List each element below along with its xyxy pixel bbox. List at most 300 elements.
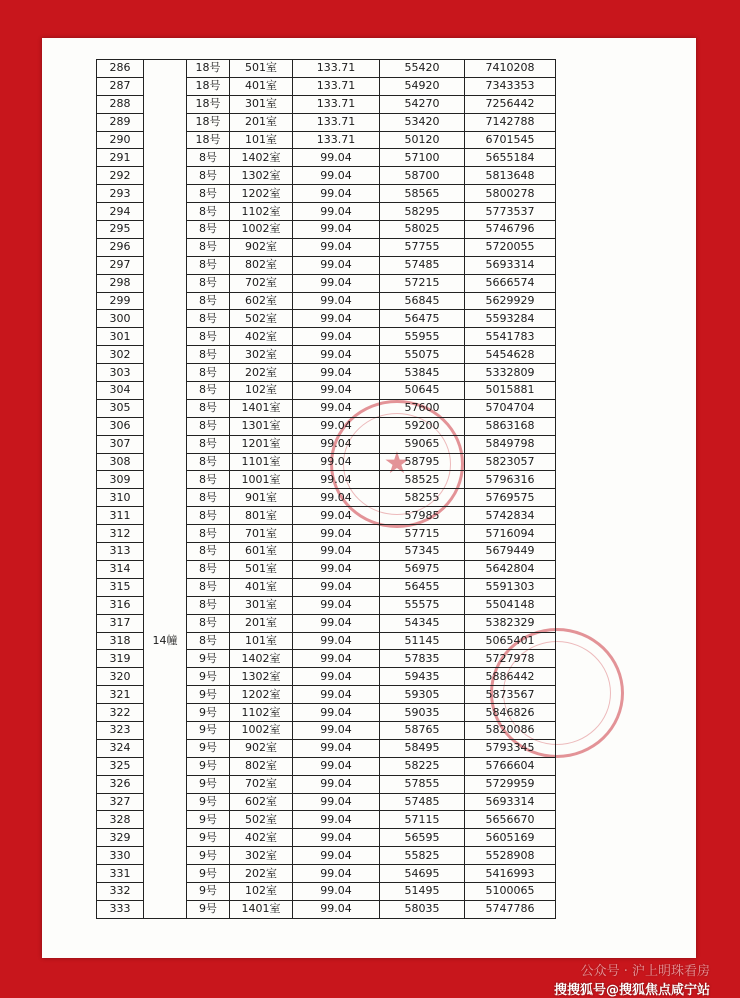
unit-cell: 8号	[187, 471, 230, 489]
room-cell: 402室	[230, 328, 293, 346]
total-price-cell: 5716094	[465, 525, 556, 543]
unit-price-cell: 55075	[380, 346, 465, 364]
row-index-cell: 287	[97, 77, 144, 95]
building-cell	[144, 900, 187, 918]
table-row	[97, 310, 556, 328]
unit-price-cell: 57600	[380, 399, 465, 417]
unit-price-cell: 59435	[380, 668, 465, 686]
building-cell	[144, 113, 187, 131]
area-cell: 99.04	[293, 596, 380, 614]
building-cell	[144, 292, 187, 310]
room-cell: 102室	[230, 882, 293, 900]
room-cell: 501室	[230, 560, 293, 578]
unit-price-cell: 55420	[380, 60, 465, 78]
building-cell	[144, 238, 187, 256]
table-row	[97, 221, 556, 239]
table-row	[97, 185, 556, 203]
area-cell: 99.04	[293, 507, 380, 525]
area-cell: 99.04	[293, 775, 380, 793]
row-index-cell: 286	[97, 60, 144, 78]
unit-cell: 9号	[187, 793, 230, 811]
table-row	[97, 578, 556, 596]
room-cell: 1202室	[230, 185, 293, 203]
total-price-cell: 5416993	[465, 865, 556, 883]
table-row	[97, 882, 556, 900]
room-cell: 802室	[230, 757, 293, 775]
building-cell	[144, 847, 187, 865]
room-cell: 1202室	[230, 686, 293, 704]
table-row	[97, 614, 556, 632]
row-index-cell: 291	[97, 149, 144, 167]
table-row	[97, 346, 556, 364]
unit-cell: 8号	[187, 364, 230, 382]
unit-cell: 8号	[187, 453, 230, 471]
room-cell: 102室	[230, 382, 293, 400]
total-price-cell: 7343353	[465, 77, 556, 95]
total-price-cell: 5693314	[465, 793, 556, 811]
room-cell: 501室	[230, 60, 293, 78]
row-index-cell: 289	[97, 113, 144, 131]
room-cell: 602室	[230, 793, 293, 811]
total-price-cell: 5666574	[465, 274, 556, 292]
row-index-cell: 322	[97, 704, 144, 722]
row-index-cell: 297	[97, 256, 144, 274]
table-row	[97, 847, 556, 865]
unit-price-cell: 59305	[380, 686, 465, 704]
table-row	[97, 471, 556, 489]
building-cell	[144, 543, 187, 561]
room-cell: 502室	[230, 310, 293, 328]
building-cell	[144, 131, 187, 149]
total-price-cell: 5528908	[465, 847, 556, 865]
unit-cell: 9号	[187, 686, 230, 704]
row-index-cell: 331	[97, 865, 144, 883]
area-cell: 99.04	[293, 149, 380, 167]
building-cell	[144, 346, 187, 364]
room-cell: 1301室	[230, 417, 293, 435]
seal-star-icon: ★	[383, 446, 411, 481]
building-cell	[144, 417, 187, 435]
table-row	[97, 560, 556, 578]
unit-cell: 9号	[187, 847, 230, 865]
room-cell: 301室	[230, 95, 293, 113]
total-price-cell: 5766604	[465, 757, 556, 775]
area-cell: 99.04	[293, 453, 380, 471]
total-price-cell: 5704704	[465, 399, 556, 417]
unit-price-cell: 58255	[380, 489, 465, 507]
unit-cell: 8号	[187, 417, 230, 435]
total-price-cell: 5100065	[465, 882, 556, 900]
room-cell: 302室	[230, 346, 293, 364]
area-cell: 99.04	[293, 525, 380, 543]
table-row	[97, 167, 556, 185]
room-cell: 701室	[230, 525, 293, 543]
total-price-cell: 5746796	[465, 221, 556, 239]
room-cell: 1302室	[230, 668, 293, 686]
unit-price-cell: 57715	[380, 525, 465, 543]
room-cell: 302室	[230, 847, 293, 865]
total-price-cell: 5693314	[465, 256, 556, 274]
room-cell: 202室	[230, 364, 293, 382]
table-row	[97, 435, 556, 453]
unit-cell: 8号	[187, 292, 230, 310]
area-cell: 99.04	[293, 274, 380, 292]
building-cell	[144, 435, 187, 453]
building-cell	[144, 793, 187, 811]
total-price-cell: 5727978	[465, 650, 556, 668]
area-cell: 99.04	[293, 543, 380, 561]
room-cell: 902室	[230, 238, 293, 256]
unit-price-cell: 51145	[380, 632, 465, 650]
unit-price-cell: 50645	[380, 382, 465, 400]
unit-cell: 9号	[187, 721, 230, 739]
total-price-cell: 5454628	[465, 346, 556, 364]
room-cell: 202室	[230, 865, 293, 883]
unit-cell: 18号	[187, 77, 230, 95]
room-cell: 402室	[230, 829, 293, 847]
room-cell: 101室	[230, 131, 293, 149]
table-row	[97, 60, 556, 78]
room-cell: 1101室	[230, 453, 293, 471]
table-row	[97, 507, 556, 525]
area-cell: 99.04	[293, 185, 380, 203]
row-index-cell: 305	[97, 399, 144, 417]
table-row	[97, 113, 556, 131]
table-row	[97, 399, 556, 417]
unit-price-cell: 55825	[380, 847, 465, 865]
room-cell: 101室	[230, 632, 293, 650]
total-price-cell: 5886442	[465, 668, 556, 686]
building-cell	[144, 399, 187, 417]
unit-cell: 9号	[187, 704, 230, 722]
building-cell	[144, 525, 187, 543]
building-cell	[144, 453, 187, 471]
unit-cell: 9号	[187, 829, 230, 847]
unit-price-cell: 58225	[380, 757, 465, 775]
row-index-cell: 328	[97, 811, 144, 829]
area-cell: 133.71	[293, 131, 380, 149]
unit-cell: 9号	[187, 900, 230, 918]
building-cell	[144, 560, 187, 578]
area-cell: 99.04	[293, 417, 380, 435]
unit-price-cell: 57755	[380, 238, 465, 256]
unit-price-cell: 57985	[380, 507, 465, 525]
room-cell: 1402室	[230, 149, 293, 167]
area-cell: 99.04	[293, 900, 380, 918]
area-cell: 99.04	[293, 471, 380, 489]
building-cell	[144, 77, 187, 95]
row-index-cell: 324	[97, 739, 144, 757]
unit-price-cell: 53845	[380, 364, 465, 382]
area-cell: 99.04	[293, 435, 380, 453]
unit-cell: 8号	[187, 596, 230, 614]
building-cell	[144, 149, 187, 167]
unit-cell: 8号	[187, 560, 230, 578]
table-row	[97, 364, 556, 382]
area-cell: 99.04	[293, 328, 380, 346]
room-cell: 1302室	[230, 167, 293, 185]
table-row	[97, 274, 556, 292]
unit-price-cell: 54345	[380, 614, 465, 632]
unit-cell: 18号	[187, 60, 230, 78]
table-row	[97, 632, 556, 650]
table-row	[97, 292, 556, 310]
watermark-line-source: 搜搜狐号@搜狐焦点咸宁站	[553, 983, 710, 998]
area-cell: 99.04	[293, 829, 380, 847]
unit-price-cell: 56595	[380, 829, 465, 847]
area-cell: 99.04	[293, 614, 380, 632]
unit-price-cell: 59065	[380, 435, 465, 453]
unit-cell: 8号	[187, 632, 230, 650]
building-cell	[144, 489, 187, 507]
area-cell: 99.04	[293, 256, 380, 274]
table-row	[97, 686, 556, 704]
total-price-cell: 5655184	[465, 149, 556, 167]
row-index-cell: 321	[97, 686, 144, 704]
area-cell: 99.04	[293, 382, 380, 400]
total-price-cell: 5729959	[465, 775, 556, 793]
unit-price-cell: 55955	[380, 328, 465, 346]
room-cell: 702室	[230, 775, 293, 793]
row-index-cell: 326	[97, 775, 144, 793]
table-row	[97, 149, 556, 167]
total-price-cell: 7256442	[465, 95, 556, 113]
unit-price-cell: 56975	[380, 560, 465, 578]
building-cell	[144, 721, 187, 739]
unit-cell: 8号	[187, 614, 230, 632]
area-cell: 133.71	[293, 113, 380, 131]
room-cell: 201室	[230, 113, 293, 131]
area-cell: 133.71	[293, 95, 380, 113]
area-cell: 133.71	[293, 60, 380, 78]
row-index-cell: 330	[97, 847, 144, 865]
row-index-cell: 311	[97, 507, 144, 525]
area-cell: 99.04	[293, 793, 380, 811]
building-cell	[144, 203, 187, 221]
row-index-cell: 304	[97, 382, 144, 400]
building-cell	[144, 507, 187, 525]
area-cell: 99.04	[293, 686, 380, 704]
unit-cell: 8号	[187, 328, 230, 346]
total-price-cell: 6701545	[465, 131, 556, 149]
row-index-cell: 300	[97, 310, 144, 328]
room-cell: 901室	[230, 489, 293, 507]
unit-cell: 8号	[187, 310, 230, 328]
unit-price-cell: 59200	[380, 417, 465, 435]
unit-price-cell: 56455	[380, 578, 465, 596]
unit-price-cell: 53420	[380, 113, 465, 131]
area-cell: 99.04	[293, 221, 380, 239]
building-cell	[144, 382, 187, 400]
area-cell: 99.04	[293, 632, 380, 650]
total-price-cell: 5773537	[465, 203, 556, 221]
total-price-cell: 5747786	[465, 900, 556, 918]
building-cell	[144, 256, 187, 274]
room-cell: 1001室	[230, 471, 293, 489]
table-row	[97, 721, 556, 739]
unit-price-cell: 58795	[380, 453, 465, 471]
total-price-cell: 5849798	[465, 435, 556, 453]
row-index-cell: 307	[97, 435, 144, 453]
total-price-cell: 5846826	[465, 704, 556, 722]
row-index-cell: 292	[97, 167, 144, 185]
table-row	[97, 900, 556, 918]
building-cell	[144, 596, 187, 614]
unit-price-cell: 51495	[380, 882, 465, 900]
total-price-cell: 5065401	[465, 632, 556, 650]
row-index-cell: 315	[97, 578, 144, 596]
row-index-cell: 302	[97, 346, 144, 364]
unit-cell: 8号	[187, 507, 230, 525]
total-price-cell: 5820086	[465, 721, 556, 739]
unit-cell: 8号	[187, 382, 230, 400]
unit-cell: 18号	[187, 113, 230, 131]
total-price-cell: 5605169	[465, 829, 556, 847]
total-price-cell: 5642804	[465, 560, 556, 578]
total-price-cell: 7410208	[465, 60, 556, 78]
table-row	[97, 775, 556, 793]
table-row	[97, 793, 556, 811]
unit-cell: 18号	[187, 95, 230, 113]
table-row	[97, 95, 556, 113]
area-cell: 99.04	[293, 811, 380, 829]
row-index-cell: 313	[97, 543, 144, 561]
area-cell: 99.04	[293, 292, 380, 310]
area-cell: 99.04	[293, 364, 380, 382]
total-price-cell: 5720055	[465, 238, 556, 256]
building-cell	[144, 614, 187, 632]
room-cell: 1002室	[230, 221, 293, 239]
table-row	[97, 829, 556, 847]
total-price-cell: 5873567	[465, 686, 556, 704]
building-cell	[144, 364, 187, 382]
unit-cell: 8号	[187, 149, 230, 167]
table-row	[97, 382, 556, 400]
unit-cell: 9号	[187, 668, 230, 686]
building-cell	[144, 757, 187, 775]
row-index-cell: 299	[97, 292, 144, 310]
total-price-cell: 5800278	[465, 185, 556, 203]
unit-cell: 8号	[187, 238, 230, 256]
unit-cell: 8号	[187, 543, 230, 561]
unit-cell: 9号	[187, 739, 230, 757]
room-cell: 1002室	[230, 721, 293, 739]
room-cell: 1102室	[230, 203, 293, 221]
unit-price-cell: 57100	[380, 149, 465, 167]
row-index-cell: 298	[97, 274, 144, 292]
table-row	[97, 203, 556, 221]
row-index-cell: 317	[97, 614, 144, 632]
building-cell	[144, 775, 187, 793]
price-table	[96, 59, 556, 919]
area-cell: 99.04	[293, 578, 380, 596]
unit-price-cell: 57215	[380, 274, 465, 292]
row-index-cell: 294	[97, 203, 144, 221]
watermark	[554, 960, 710, 998]
unit-price-cell: 57115	[380, 811, 465, 829]
row-index-cell: 295	[97, 221, 144, 239]
unit-cell: 8号	[187, 167, 230, 185]
total-price-cell: 5796316	[465, 471, 556, 489]
unit-price-cell: 54695	[380, 865, 465, 883]
unit-price-cell: 55575	[380, 596, 465, 614]
building-cell	[144, 221, 187, 239]
unit-price-cell: 54920	[380, 77, 465, 95]
total-price-cell: 5593284	[465, 310, 556, 328]
building-cell	[144, 167, 187, 185]
table-row	[97, 704, 556, 722]
table-row	[97, 453, 556, 471]
building-cell	[144, 471, 187, 489]
area-cell: 99.04	[293, 167, 380, 185]
building-cell	[144, 328, 187, 346]
row-index-cell: 333	[97, 900, 144, 918]
row-index-cell: 290	[97, 131, 144, 149]
total-price-cell: 5813648	[465, 167, 556, 185]
table-row	[97, 543, 556, 561]
table-row	[97, 668, 556, 686]
row-index-cell: 323	[97, 721, 144, 739]
building-cell	[144, 829, 187, 847]
unit-cell: 8号	[187, 489, 230, 507]
building-cell	[144, 739, 187, 757]
total-price-cell: 5382329	[465, 614, 556, 632]
area-cell: 133.71	[293, 77, 380, 95]
total-price-cell: 5656670	[465, 811, 556, 829]
unit-cell: 9号	[187, 757, 230, 775]
area-cell: 99.04	[293, 346, 380, 364]
table-row	[97, 131, 556, 149]
room-cell: 502室	[230, 811, 293, 829]
area-cell: 99.04	[293, 238, 380, 256]
row-index-cell: 303	[97, 364, 144, 382]
unit-price-cell: 58565	[380, 185, 465, 203]
room-cell: 1201室	[230, 435, 293, 453]
building-cell	[144, 95, 187, 113]
room-cell: 902室	[230, 739, 293, 757]
building-cell	[144, 668, 187, 686]
total-price-cell: 5679449	[465, 543, 556, 561]
unit-price-cell: 57855	[380, 775, 465, 793]
unit-price-cell: 57345	[380, 543, 465, 561]
total-price-cell: 5591303	[465, 578, 556, 596]
table-row	[97, 238, 556, 256]
room-cell: 1402室	[230, 650, 293, 668]
row-index-cell: 327	[97, 793, 144, 811]
total-price-cell: 5332809	[465, 364, 556, 382]
row-index-cell: 309	[97, 471, 144, 489]
table-row	[97, 256, 556, 274]
building-cell	[144, 185, 187, 203]
unit-price-cell: 54270	[380, 95, 465, 113]
area-cell: 99.04	[293, 704, 380, 722]
unit-price-cell: 58035	[380, 900, 465, 918]
table-row	[97, 757, 556, 775]
unit-cell: 9号	[187, 882, 230, 900]
row-index-cell: 325	[97, 757, 144, 775]
unit-cell: 8号	[187, 221, 230, 239]
building-cell	[144, 274, 187, 292]
room-cell: 601室	[230, 543, 293, 561]
row-index-cell: 312	[97, 525, 144, 543]
total-price-cell: 5863168	[465, 417, 556, 435]
room-cell: 201室	[230, 614, 293, 632]
area-cell: 99.04	[293, 739, 380, 757]
room-cell: 1102室	[230, 704, 293, 722]
area-cell: 99.04	[293, 721, 380, 739]
building-cell	[144, 650, 187, 668]
room-cell: 401室	[230, 77, 293, 95]
